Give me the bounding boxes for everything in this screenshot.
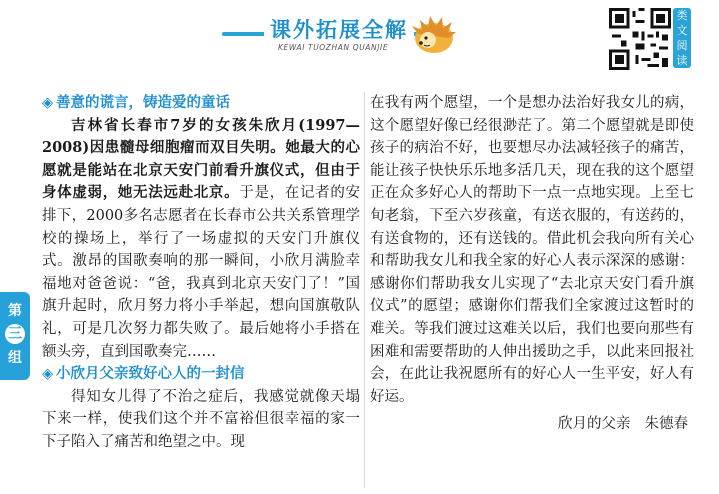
diamond-bullet-icon: ◈ [42,366,54,383]
side-tab-suffix: 组 [8,350,22,366]
section-heading-text: 小欣月父亲致好心人的一封信 [56,366,245,383]
hedgehog-mascot-icon [408,10,458,60]
column-divider [364,92,365,488]
story-lead-bold: 吉林省长春市7岁的女孩朱欣月(1997—2008)因患髓母细胞瘤而双目失明。她最大的心愿就是能站在北京天安门前看升旗仪式，但由于身体虚弱，她无法远赴北京。 [42,116,360,202]
diamond-bullet-icon: ◈ [42,95,54,111]
qr-code-icon[interactable] [609,8,671,70]
side-tab-prefix: 第 [8,303,22,319]
letter-paragraph-start: 得知女儿得了不治之症后，我感觉就像天塌下来一样，使我们这个并不富裕但很幸福的家一下子陷入了痛苦和绝望之中。现 [42,388,360,450]
right-column [370,92,694,436]
signature-name: 朱德春 [644,416,688,433]
banner-title: 课外拓展全解 [264,14,414,44]
group-side-tab [0,292,30,380]
story-paragraph [42,115,360,364]
letter-signature [370,412,688,436]
banner-pinyin: KEWAI TUOZHAN QUANJIE [278,43,389,52]
section-heading-2 [42,363,360,386]
signature-role: 欣月的父亲 [558,416,631,433]
qr-label: 类文阅读 [673,8,691,68]
section-heading-text: 善意的谎言，铸造爱的童话 [56,95,230,111]
section-heading-1 [42,92,360,115]
story-body: 于是，在记者的安排下，2000多名志愿者在长春市公共关系管理学校的操场上，举行了一场虚拟的天安门升旗仪式。激昂的国歌奏响的那一瞬间，小欣月满脸幸福地对爸爸说：“爸，我真到北京天安门了！”国旗升起时，欣月努力将小手举起，想向国旗敬队礼，可是几次努力都失败了。最后她将小手搭在额头旁，直到国歌奏完…… [42,185,361,360]
side-tab-number: 三 [5,324,25,344]
section-banner [222,10,462,72]
left-column [42,92,360,454]
letter-paragraph-continued: 在我有两个愿望，一个是想办法治好我女儿的病，这个愿望好像已经很渺茫了。第二个愿望就是即使孩子的病治不好，也要想尽办法减轻孩子的痛苦，能让孩子快快乐乐地多活几天，现在我的这个愿望正在众多好心人的帮助下一点一点地实现。上至七旬老翁，下至六岁孩童，有送衣服的，有送药的，有送食物的，还有送钱的。借此机会我向所有关心和帮助我女儿和我全家的好心人表示深深的感谢：感谢你们帮助我女儿实现了“去北京天安门看升旗仪式”的愿望；感谢你们帮我们全家渡过这暂时的难关。等我们渡过这难关以后，我们也要向那些有困难和需要帮助的人伸出援助之手，以此来回报社会，在此让我祝愿所有的好心人一生平安，好人有好运。 [370,95,694,405]
